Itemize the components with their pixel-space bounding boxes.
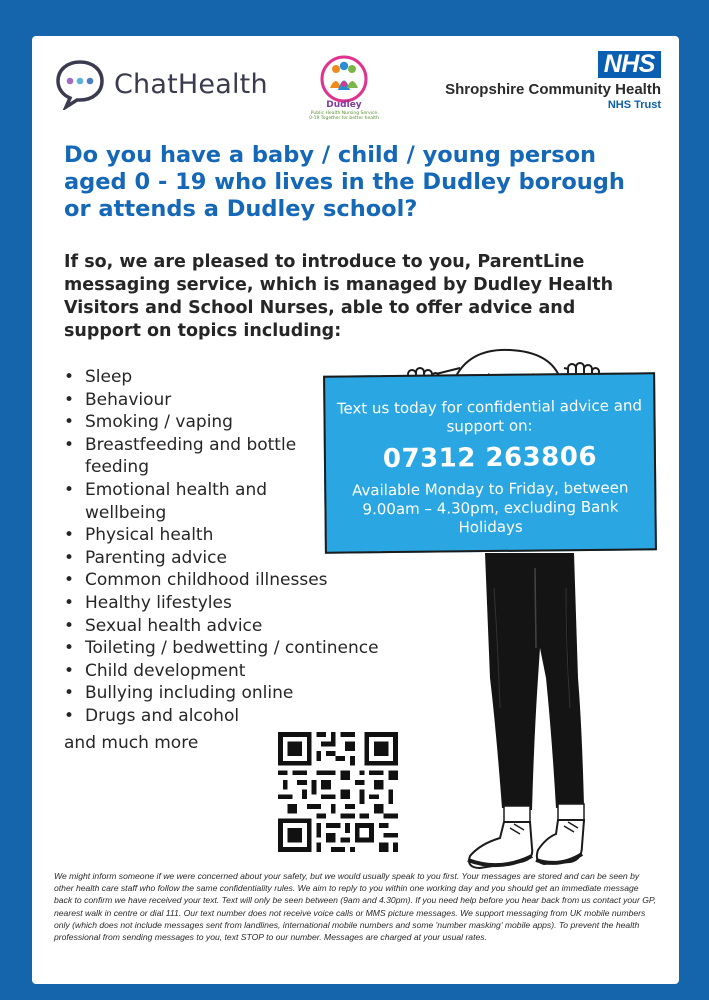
list-item: • Physical health [64, 524, 424, 547]
intro-paragraph: If so, we are pleased to introduce to you, ParentLine messaging service, which is managed by Dudley Health Visitors and School Nurses, able to offer advice and support on topics including: [64, 252, 614, 341]
disclaimer-text: We might inform someone if we were concerned about your safety, but we would usually speak to you first. Your messages are stored and can be seen by other health care staff who follow the same confidentiality rules. We aim to reply to you within one working day and you should get an immediate message back to confirm we have received your text. Text will only be seen between (9am and 4.30pm). If you need help before you hear back from us contact your GP, nearest walk in centre or dial 111. Our text number does not receive voice calls or MMS picture messages. We support messaging from UK mobile numbers only (which does not include messages sent from landlines, international mobile numbers and some 'number masking' mobile apps). To prevent the health professional from sending messages to you, text STOP to our number. Messages are charged at your usual rates. [54, 871, 656, 943]
nhs-organisation-name: Shropshire Community Health [445, 81, 661, 98]
nhs-logo [445, 51, 661, 111]
list-item: • Drugs and alcohol [64, 705, 424, 728]
nhs-trust-label: NHS Trust [607, 99, 661, 111]
list-item: • Bullying including online [64, 682, 424, 705]
page-headline: Do you have a baby / child / young person aged 0 - 19 who lives in the Dudley borough or attends a Dudley school? [64, 142, 625, 222]
list-item: • Toileting / bedwetting / continence [64, 637, 424, 660]
list-item: • Parenting advice [64, 547, 424, 570]
chathealth-logo [54, 58, 268, 110]
chathealth-brand-name: ChatHealth [114, 68, 268, 100]
poster-card [32, 36, 679, 984]
sign-phone-number[interactable]: 07312 263806 [382, 441, 598, 475]
dudley-logo [308, 54, 380, 121]
chathealth-logo-icon [54, 58, 106, 110]
list-item: • Sexual health advice [64, 615, 424, 638]
nhs-badge: NHS [598, 51, 661, 78]
and-much-more-text: and much more [64, 733, 199, 753]
svg-text:Dudley: Dudley [326, 100, 362, 110]
list-item: • Child development [64, 660, 424, 683]
list-item: • Smoking / vaping [64, 411, 424, 434]
list-item: • Common childhood illnesses [64, 569, 424, 592]
qr-code-icon[interactable] [278, 732, 398, 852]
sign-availability-text: Available Monday to Friday, between 9.00am – 4.30pm, excluding Bank Holidays [352, 478, 629, 537]
list-item: • Emotional health and wellbeing [64, 479, 304, 524]
list-item: • Sleep [64, 366, 424, 389]
sign-intro-text: Text us today for confidential advice and support on: [336, 396, 643, 436]
list-item: • Behaviour [64, 389, 424, 412]
list-item: • Breastfeeding and bottle feeding [64, 434, 329, 479]
contact-sign [323, 372, 657, 553]
dudley-logo-subtitle: Public Health Nursing Service 0-19 Together for better health [309, 111, 379, 121]
dudley-family-logo-icon [319, 54, 369, 110]
list-item: • Healthy lifestyles [64, 592, 424, 615]
